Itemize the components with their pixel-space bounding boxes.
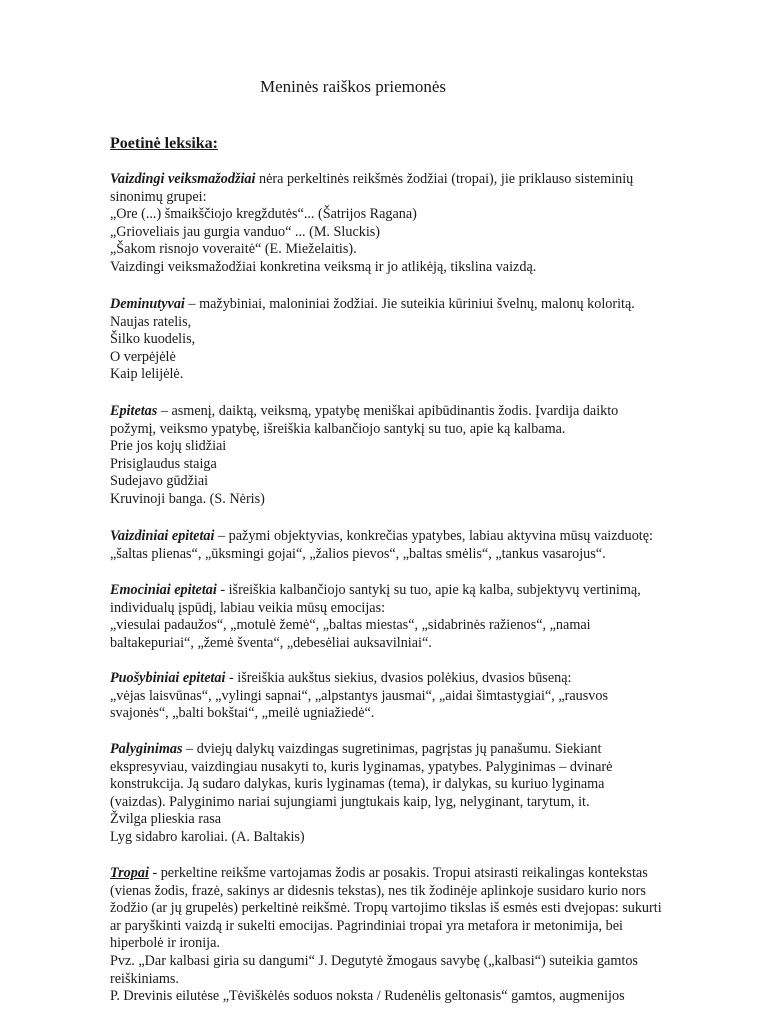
term-label: Emociniai epitetai [110, 582, 217, 598]
example-line: Prisiglaudus staiga [110, 455, 217, 472]
example-line: „Šakom risnojo voveraitė“ (E. Mieželaitis). [110, 241, 357, 258]
section-heading-poetine-leksika: Poetinė leksika: [110, 135, 218, 152]
paragraph-line: konstrukcija. Ją sudaro dalykas, kuris lyginamas (tema), ir dalykas, su kuriuo lyginama [110, 776, 605, 793]
definition-text: - išreiškia kalbančiojo santykį su tuo, apie ką kalba, subjektyvų vertinimą, [216, 582, 641, 598]
example-line: Prie jos kojų slidžiai [110, 438, 227, 455]
definition-text: – dviejų dalykų vaizdingas sugretinimas, pagrįstas jų panašumu. Siekiant [182, 741, 602, 757]
definition-text: nėra perkeltinės reikšmės žodžiai (tropai), jie priklauso sisteminių [255, 171, 634, 187]
term-label: Epitetas [110, 403, 158, 419]
term-label: Deminutyvai [110, 296, 185, 312]
paragraph-line [110, 403, 710, 421]
paragraph-line: P. Drevinis eilutėse „Tėviškėlės soduos noksta / Rudenėlis geltonasis“ gamtos, augmenijos [110, 988, 625, 1005]
example-line: Šilko kuodelis, [110, 331, 196, 348]
term-label: Tropai [110, 865, 149, 881]
example-line: O verpėjėlė [110, 348, 176, 365]
section-epitetas [110, 403, 710, 509]
definition-text: – mažybiniai, maloniniai žodžiai. Jie suteikia kūriniui švelnų, malonų koloritą. [184, 296, 635, 312]
paragraph-line [110, 171, 710, 189]
example-line: Kruvinoji banga. (S. Nėris) [110, 490, 265, 507]
term-label: Vaizdiniai epitetai [110, 528, 215, 544]
paragraph-line [110, 741, 710, 759]
paragraph-line: sinonimų grupei: [110, 188, 207, 205]
example-line: baltakepuriai“, „žemė šventa“, „debesėliai auksavilniai“. [110, 634, 432, 651]
section-vaizdiniai-epitetai [110, 528, 710, 563]
term-label: Vaizdingi veiksmažodžiai [110, 171, 256, 187]
example-line: „viesulai padaužos“, „motulė žemė“, „baltas miestas“, „sidabrinės ražienos“, „namai [110, 617, 591, 634]
paragraph-line [110, 670, 710, 688]
paragraph-line: ekspresyviau, vaizdingiau nusakyti to, kuris lyginamas, ypatybes. Palyginimas – dvinarė [110, 758, 613, 775]
paragraph-line: (vaizdas). Palyginimo nariai sujungiami jungtukais kaip, lyg, nelyginant, tarytum, it. [110, 793, 590, 810]
paragraph-line: hiperbolė ir ironija. [110, 935, 220, 952]
example-line: Žvilga plieskia rasa [110, 811, 222, 828]
paragraph-line: reiškiniams. [110, 970, 179, 987]
section-puosybiniai-epitetai [110, 670, 710, 723]
paragraph-line [110, 528, 710, 546]
definition-text: – asmenį, daiktą, veiksmą, ypatybę meniškai apibūdinantis žodis. Įvardija daikto [157, 403, 619, 419]
section-tropai [110, 865, 710, 1006]
section-veiksmazodziai [110, 171, 710, 277]
paragraph-line: Pvz. „Dar kalbasi giria su dangumi“ J. Degutytė žmogaus savybę („kalbasi“) suteikia gamtos [110, 952, 638, 969]
paragraph-line [110, 296, 710, 314]
definition-text: – pažymi objektyvias, konkrečias ypatybes, labiau aktyvina mūsų vaizduotę: [214, 528, 653, 544]
section-emociniai-epitetai [110, 582, 710, 652]
example-line: Kaip lelijėlė. [110, 366, 184, 383]
section-deminutyvai [110, 296, 710, 384]
definition-text: - išreiškia aukštus siekius, dvasios polėkius, dvasios būseną: [225, 670, 572, 686]
paragraph-line: žodžio (ar jų grupelės) perkeltinė reikšmė. Tropų vartojimo tikslas iš esmės esti dvejopas: sukurti [110, 900, 662, 917]
example-line: Naujas ratelis, [110, 313, 192, 330]
paragraph-line [110, 865, 710, 883]
example-line: Lyg sidabro karoliai. (A. Baltakis) [110, 828, 305, 845]
paragraph-line: (vienas žodis, frazė, sakinys ar didesnis tekstas), nes tik žodinėje aplinkoje susidaro kurio nors [110, 882, 646, 899]
paragraph-line: požymį, veiksmo ypatybę, išreiškia kalbančiojo santykį su tuo, apie ką kalbama. [110, 420, 566, 437]
example-line: „šaltas plienas“, „ūksmingi gojai“, „žalios pievos“, „baltas smėlis“, „tankus vasarojus“. [110, 545, 606, 562]
example-line: „Ore (...) šmaikščiojo kregždutės“... (Šatrijos Ragana) [110, 206, 417, 223]
term-label: Puošybiniai epitetai [110, 670, 226, 686]
document-title: Meninės raiškos priemonės [260, 77, 447, 96]
term-label: Palyginimas [110, 741, 183, 757]
section-palyginimas [110, 741, 710, 847]
example-line: svajonės“, „balti bokštai“, „meilė ugniažiedė“. [110, 705, 375, 722]
example-line: „Grioveliais jau gurgia vanduo“ ... (M. Sluckis) [110, 223, 381, 240]
paragraph-line [110, 582, 710, 600]
paragraph-line: ar paryškinti vaizdą ir sukelti emocijas. Pagrindiniai tropai yra metafora ir metonimija, bei [110, 917, 623, 934]
example-line: Sudejavo gūdžiai [110, 473, 209, 490]
paragraph-line: individualų įspūdį, labiau veikia mūsų emocijas: [110, 599, 386, 616]
definition-text: - perkeltine reikšme vartojamas žodis ar posakis. Tropui atsirasti reikalingas kontekstas [148, 865, 648, 881]
paragraph-line: Vaizdingi veiksmažodžiai konkretina veiksmą ir jo atlikėją, tikslina vaizdą. [110, 258, 537, 275]
example-line: „vėjas laisvūnas“, „vylingi sapnai“, „alpstantys jausmai“, „aidai šimtastygiai“, „rausvos [110, 687, 608, 704]
